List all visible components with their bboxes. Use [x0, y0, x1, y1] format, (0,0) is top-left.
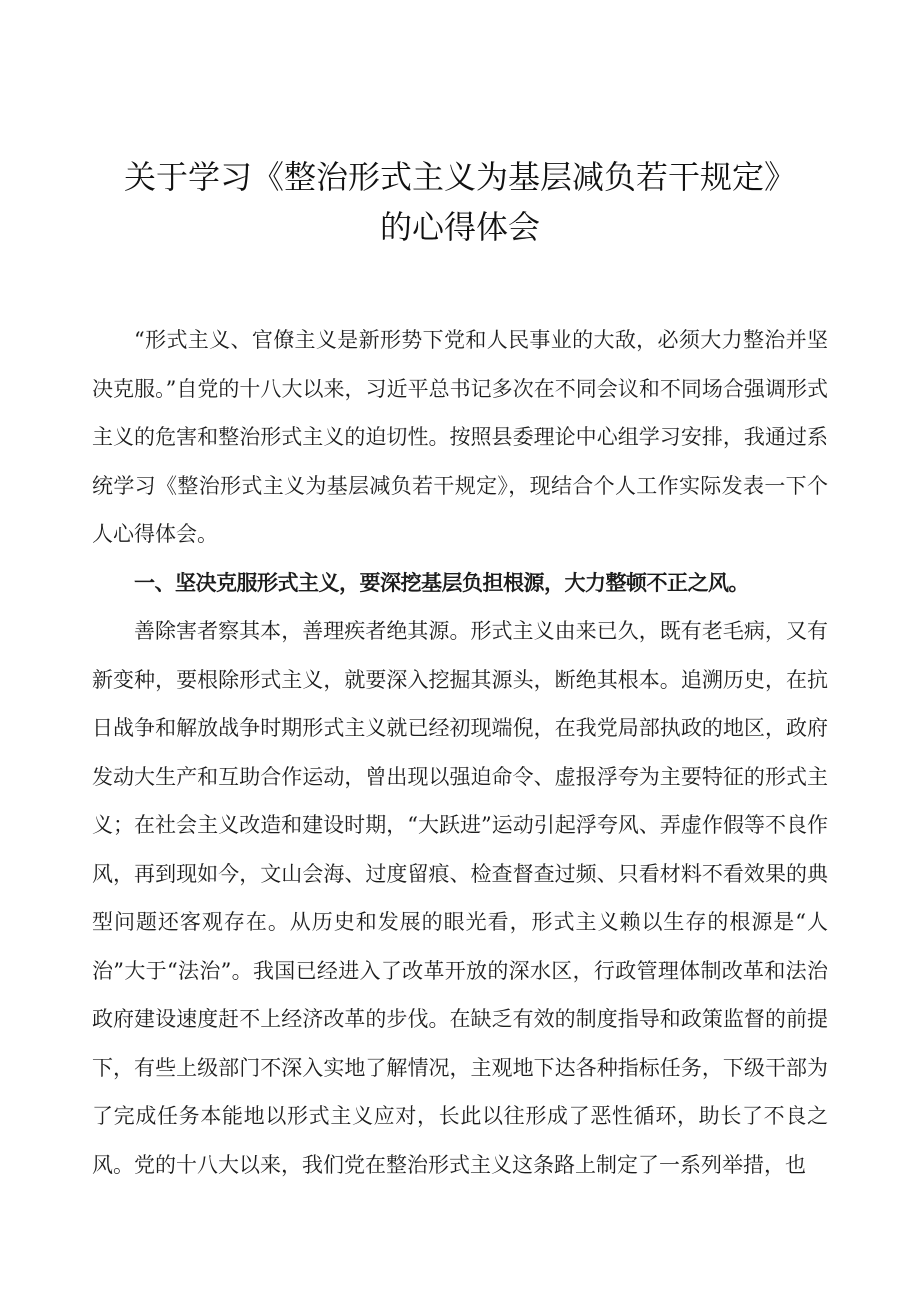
document-body [92, 316, 828, 1189]
intro-paragraph: “形式主义、官僚主义是新形势下党和人民事业的大敌，必须大力整治并坚决克服。”自党的十八大以来，习近平总书记多次在不同会议和不同场合强调形式主义的危害和整治形式主义的迫切性。按照县委理论中心组学习安排，我通过系统学习《整治形式主义为基层减负若干规定》，现结合个人工作实际发表一下个人心得体会。 [92, 328, 828, 546]
body-paragraph: 善除害者察其本，善理疾者绝其源。形式主义由来已久，既有老毛病，又有新变种，要根除形式主义，就要深入挖掘其源头，断绝其根本。追溯历史，在抗日战争和解放战争时期形式主义就已经初现端倪，在我党局部执政的地区，政府发动大生产和互助合作运动，曾出现以强迫命令、虚报浮夸为主要特征的形式主义；在社会主义改造和建设时期，“大跃进”运动引起浮夸风、弄虚作假等不良作风，再到现如今，文山会海、过度留痕、检查督查过频、只看材料不看效果的典型问题还客观存在。从历史和发展的眼光看，形式主义赖以生存的根源是“人治”大于“法治”。我国已经进入了改革开放的深水区，行政管理体制改革和法治政府建设速度赶不上经济改革的步伐。在缺乏有效的制度指导和政策监督的前提下，有些上级部门不深入实地了解情况，主观地下达各种指标任务，下级干部为了完成任务本能地以形式主义应对，长此以往形成了恶性循环，助长了不良之风。党的十八大以来，我们党在整治形式主义这条路上制定了一系列举措，也 [92, 619, 828, 1177]
title-line-2: 的心得体会 [379, 208, 540, 246]
document-title [92, 0, 828, 252]
section-heading-1: 一、坚决克服形式主义，要深挖基层负担根源，大力整顿不正之风。 [134, 570, 749, 595]
title-line-1: 关于学习《整治形式主义为基层减负若干规定》 [123, 158, 796, 196]
